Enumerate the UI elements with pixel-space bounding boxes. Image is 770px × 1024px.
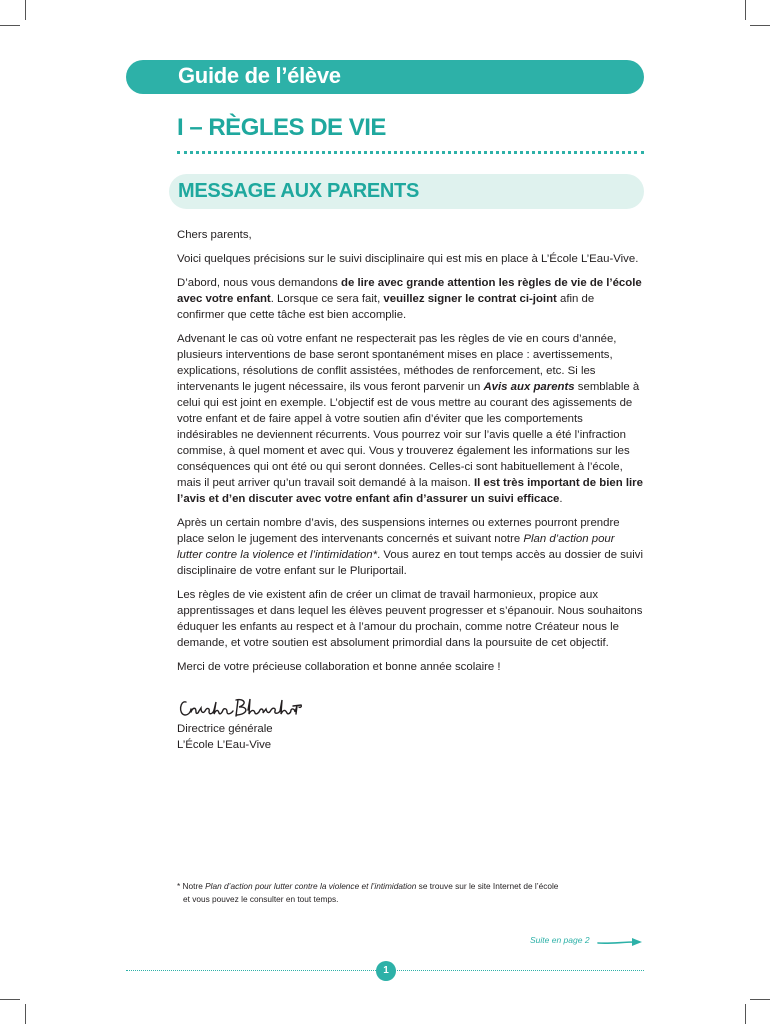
crop-mark xyxy=(745,0,746,20)
crop-mark xyxy=(750,999,770,1000)
paragraph-4: Après un certain nombre d’avis, des suspensions internes ou externes pourront prendre place selon le jugement des intervenants concernés et suivant notre Plan d’action pour lutter contre la violence et l’intimidation*. Vous aurez en tout temps accès au dossier de suivi disciplinaire de votre enfant sur le Pluriportail. xyxy=(177,517,644,577)
letter-body xyxy=(177,227,643,683)
dotted-divider xyxy=(177,151,644,154)
handwritten-signature xyxy=(176,694,306,724)
page-number-badge: 1 xyxy=(376,961,396,981)
guide-title: Guide de l’élève xyxy=(178,63,341,88)
paragraph-6: Merci de votre précieuse collaboration et bonne année scolaire ! xyxy=(177,661,501,673)
guide-header-band xyxy=(126,60,644,94)
continue-label: Suite en page 2 xyxy=(530,935,590,945)
crop-mark xyxy=(750,25,770,26)
crop-mark xyxy=(0,999,20,1000)
message-header-band xyxy=(169,174,644,209)
message-title: MESSAGE AUX PARENTS xyxy=(178,180,419,202)
crop-mark xyxy=(25,1004,26,1024)
paragraph-2: D’abord, nous vous demandons de lire avec grande attention les règles de vie de l’école avec votre enfant. Lorsque ce sera fait, veuillez signer le contrat ci-joint afin de confirmer que cette tâche est bien accomplie. xyxy=(177,277,642,321)
arrow-right-icon xyxy=(596,936,644,948)
paragraph-1: Voici quelques précisions sur le suivi disciplinaire qui est mis en place à L’École L’Eau-Vive. xyxy=(177,253,639,265)
greeting: Chers parents, xyxy=(177,229,252,241)
crop-mark xyxy=(745,1004,746,1024)
section-title: I – RÈGLES DE VIE xyxy=(177,114,386,141)
footnote: * Notre Plan d’action pour lutter contre la violence et l’intimidation se trouve sur le site Internet de l’école et vous pouvez le consulter en tout temps. xyxy=(177,881,559,904)
paragraph-3: Advenant le cas où votre enfant ne respecterait pas les règles de vie en cours d’année, plusieurs interventions de base seront spontanément mises en place : avertissements, explications, résolutions de conflit assistées, méthodes de renforcement, etc. Si les intervenants le jugent nécessaire, ils vous feront parvenir un Avis aux parents semblable à celui qui est joint en exemple. L’objectif est de vous mettre au courant des agissements de votre enfant et de faire appel à votre soutien afin d’éviter que les comportements indésirables ne deviennent récurrents. Vous pourrez voir sur l’avis quelle a été l’infraction commise, à quel moment et avec qui. Vous y trouverez également les informations sur les conséquences qui ont été ou qui seront données. Celles-ci sont habituellement à l’école, mais il peut arriver qu’un travail soit demandé à la maison. Il est très important de bien lire l’avis et d’en discuter avec votre enfant afin d’assurer un suivi efficace. xyxy=(177,333,643,505)
crop-mark xyxy=(0,25,20,26)
signature-block xyxy=(177,721,273,753)
signer-organization: L’École L’Eau-Vive xyxy=(177,739,272,751)
crop-mark xyxy=(25,0,26,20)
signer-title: Directrice générale xyxy=(177,723,273,735)
paragraph-5: Les règles de vie existent afin de créer un climat de travail harmonieux, propice aux apprentissages et dans lequel les élèves peuvent progresser et s’épanouir. Nous souhaitons éduquer les enfants au respect et à l’amour du prochain, comme notre Créateur nous le demande, et votre soutien est absolument primordial dans la poursuite de cet objectif. xyxy=(177,589,643,649)
